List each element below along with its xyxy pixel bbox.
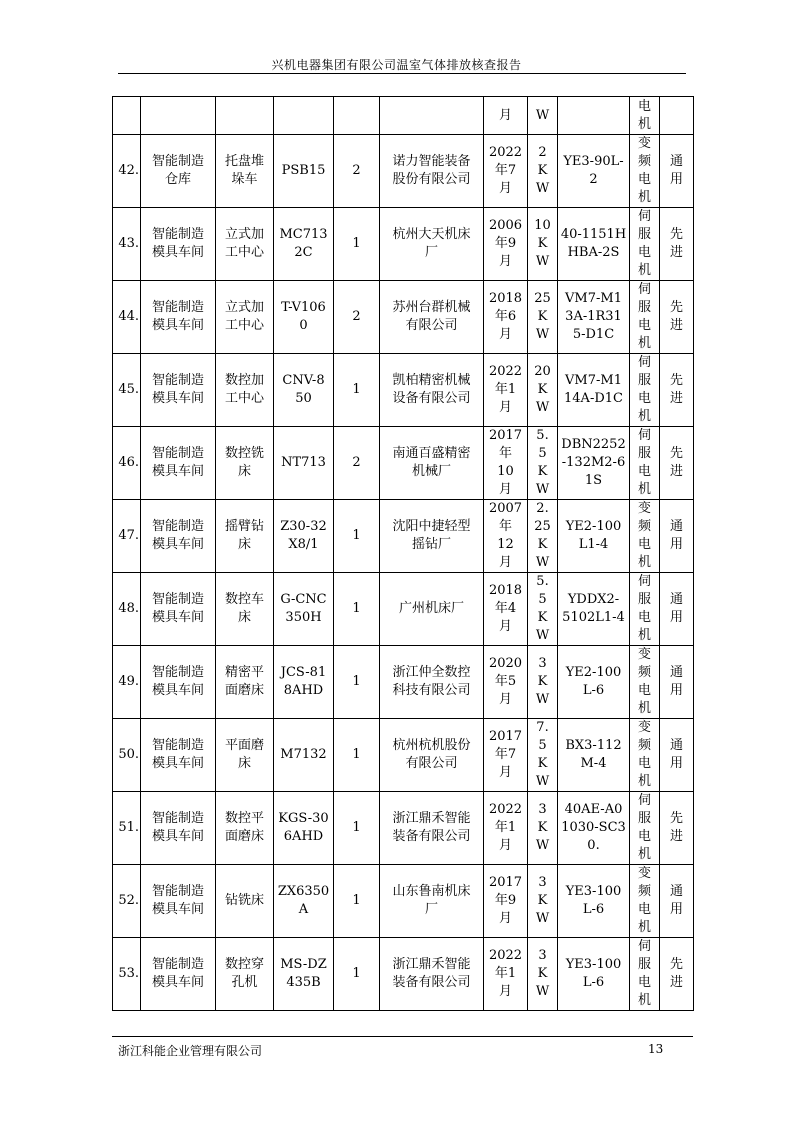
cell-motor-type: 伺 服 电 机: [630, 427, 660, 500]
cell-location: 智能制造 模具车间: [141, 208, 216, 281]
cell-power: 3 K W: [528, 646, 558, 719]
footer-company: 浙江科能企业管理有限公司: [118, 1044, 263, 1058]
cell-level: 先 进: [660, 427, 694, 500]
cell-number: 46.: [113, 427, 141, 500]
cell-equipment-name: 数控车 床: [216, 573, 274, 646]
cell-level: 先 进: [660, 938, 694, 1011]
cell-equipment-name: 钻铣床: [216, 865, 274, 938]
cell-date: 2006 年9 月: [484, 208, 528, 281]
cell-equipment-name: 数控平 面磨床: [216, 792, 274, 865]
cell-level: 先 进: [660, 792, 694, 865]
cell-manufacturer: 诺力智能装备 股份有限公司: [380, 135, 484, 208]
table-body: [113, 97, 694, 1011]
cell-power: W: [528, 97, 558, 135]
cell-number: 47.: [113, 500, 141, 573]
cell-motor-type: 电 机: [630, 97, 660, 135]
table-row: [113, 500, 694, 573]
cell-date: 2022 年7 月: [484, 135, 528, 208]
equipment-table: [112, 96, 694, 1011]
cell-quantity: 2: [334, 281, 380, 354]
cell-quantity: 1: [334, 719, 380, 792]
cell-model: G-CNC 350H: [274, 573, 334, 646]
cell-location: 智能制造 模具车间: [141, 281, 216, 354]
cell-power: 20 K W: [528, 354, 558, 427]
cell-date: 2017 年 10 月: [484, 427, 528, 500]
cell-equipment-name: 摇臂钻 床: [216, 500, 274, 573]
continued-row: [113, 97, 694, 135]
cell-level: 通 用: [660, 719, 694, 792]
cell-power: 2. 25 K W: [528, 500, 558, 573]
cell-level: 先 进: [660, 281, 694, 354]
cell-number: 43.: [113, 208, 141, 281]
cell-quantity: 1: [334, 500, 380, 573]
cell-manufacturer: 浙江鼎禾智能 装备有限公司: [380, 938, 484, 1011]
cell-empty: [113, 97, 141, 135]
table-row: [113, 865, 694, 938]
cell-empty: [380, 97, 484, 135]
table-row: [113, 281, 694, 354]
cell-motor-model: 40-1151H HBA-2S: [558, 208, 630, 281]
cell-motor-type: 变 频 电 机: [630, 500, 660, 573]
cell-quantity: 1: [334, 938, 380, 1011]
cell-power: 3 K W: [528, 865, 558, 938]
header-rule: [118, 73, 686, 74]
cell-model: MC713 2C: [274, 208, 334, 281]
cell-level: 通 用: [660, 646, 694, 719]
cell-location: 智能制造 模具车间: [141, 938, 216, 1011]
cell-location: 智能制造 模具车间: [141, 792, 216, 865]
cell-motor-model: DBN2252 -132M2-6 1S: [558, 427, 630, 500]
cell-power: 7. 5 K W: [528, 719, 558, 792]
cell-date: 2017 年9 月: [484, 865, 528, 938]
cell-model: NT713: [274, 427, 334, 500]
report-header-title: 兴机电器集团有限公司温室气体排放核查报告: [271, 58, 522, 72]
cell-empty: [660, 97, 694, 135]
cell-level: 先 进: [660, 208, 694, 281]
cell-quantity: 2: [334, 427, 380, 500]
cell-empty: [141, 97, 216, 135]
table-row: [113, 208, 694, 281]
cell-equipment-name: 立式加 工中心: [216, 208, 274, 281]
cell-quantity: 1: [334, 354, 380, 427]
cell-power: 3 K W: [528, 792, 558, 865]
cell-quantity: 1: [334, 646, 380, 719]
cell-manufacturer: 浙江鼎禾智能 装备有限公司: [380, 792, 484, 865]
cell-equipment-name: 托盘堆 垛车: [216, 135, 274, 208]
cell-power: 3 K W: [528, 938, 558, 1011]
cell-number: 44.: [113, 281, 141, 354]
cell-level: 通 用: [660, 865, 694, 938]
cell-date: 2007 年 12 月: [484, 500, 528, 573]
cell-motor-model: VM7-M1 14A-D1C: [558, 354, 630, 427]
cell-model: PSB15: [274, 135, 334, 208]
cell-motor-model: YE2-100 L-6: [558, 646, 630, 719]
cell-number: 52.: [113, 865, 141, 938]
table-row: [113, 135, 694, 208]
cell-manufacturer: 广州机床厂: [380, 573, 484, 646]
cell-motor-model: YE3-100 L-6: [558, 938, 630, 1011]
cell-level: 通 用: [660, 573, 694, 646]
cell-empty: [334, 97, 380, 135]
cell-level: 先 进: [660, 354, 694, 427]
table-row: [113, 792, 694, 865]
table-row: [113, 354, 694, 427]
cell-motor-model: YDDX2- 5102L1-4: [558, 573, 630, 646]
cell-motor-model: 40AE-A0 1030-SC3 0.: [558, 792, 630, 865]
cell-model: T-V106 0: [274, 281, 334, 354]
cell-empty: [216, 97, 274, 135]
cell-motor-model: VM7-M1 3A-1R31 5-D1C: [558, 281, 630, 354]
cell-equipment-name: 立式加 工中心: [216, 281, 274, 354]
cell-model: CNV-8 50: [274, 354, 334, 427]
cell-motor-type: 伺 服 电 机: [630, 573, 660, 646]
cell-manufacturer: 浙江仲全数控 科技有限公司: [380, 646, 484, 719]
cell-power: 25 K W: [528, 281, 558, 354]
cell-model: M7132: [274, 719, 334, 792]
table-row: [113, 573, 694, 646]
cell-model: Z30-32 X8/1: [274, 500, 334, 573]
table-row: [113, 646, 694, 719]
cell-manufacturer: 南通百盛精密 机械厂: [380, 427, 484, 500]
table-row: [113, 427, 694, 500]
cell-location: 智能制造 模具车间: [141, 500, 216, 573]
cell-manufacturer: 杭州杭机股份 有限公司: [380, 719, 484, 792]
cell-number: 51.: [113, 792, 141, 865]
cell-location: 智能制造 模具车间: [141, 354, 216, 427]
cell-model: MS-DZ 435B: [274, 938, 334, 1011]
table-row: [113, 719, 694, 792]
footer-rule: [112, 1036, 693, 1037]
cell-motor-type: 变 频 电 机: [630, 135, 660, 208]
cell-date: 月: [484, 97, 528, 135]
cell-date: 2022 年1 月: [484, 354, 528, 427]
cell-quantity: 1: [334, 865, 380, 938]
table-row: [113, 938, 694, 1011]
cell-location: 智能制造 模具车间: [141, 719, 216, 792]
cell-model: KGS-30 6AHD: [274, 792, 334, 865]
cell-date: 2022 年1 月: [484, 792, 528, 865]
cell-location: 智能制造 模具车间: [141, 427, 216, 500]
cell-model: JCS-81 8AHD: [274, 646, 334, 719]
cell-motor-model: YE3-100 L-6: [558, 865, 630, 938]
cell-power: 2 K W: [528, 135, 558, 208]
cell-manufacturer: 苏州台群机械 有限公司: [380, 281, 484, 354]
cell-date: 2017 年7 月: [484, 719, 528, 792]
cell-motor-model: BX3-112 M-4: [558, 719, 630, 792]
cell-manufacturer: 山东鲁南机床 厂: [380, 865, 484, 938]
cell-number: 49.: [113, 646, 141, 719]
cell-manufacturer: 沈阳中捷轻型 摇钻厂: [380, 500, 484, 573]
cell-number: 50.: [113, 719, 141, 792]
cell-motor-model: YE3-90L- 2: [558, 135, 630, 208]
cell-power: 5. 5 K W: [528, 573, 558, 646]
cell-motor-type: 伺 服 电 机: [630, 792, 660, 865]
cell-level: 通 用: [660, 135, 694, 208]
cell-empty: [274, 97, 334, 135]
cell-motor-type: 伺 服 电 机: [630, 281, 660, 354]
cell-date: 2018 年6 月: [484, 281, 528, 354]
cell-power: 10 K W: [528, 208, 558, 281]
cell-quantity: 1: [334, 573, 380, 646]
cell-manufacturer: 杭州大天机床 厂: [380, 208, 484, 281]
cell-equipment-name: 精密平 面磨床: [216, 646, 274, 719]
cell-power: 5. 5 K W: [528, 427, 558, 500]
cell-date: 2022 年1 月: [484, 938, 528, 1011]
cell-date: 2020 年5 月: [484, 646, 528, 719]
cell-motor-type: 伺 服 电 机: [630, 938, 660, 1011]
cell-number: 53.: [113, 938, 141, 1011]
cell-location: 智能制造 模具车间: [141, 646, 216, 719]
cell-motor-type: 变 频 电 机: [630, 719, 660, 792]
cell-equipment-name: 平面磨 床: [216, 719, 274, 792]
cell-motor-type: 伺 服 电 机: [630, 208, 660, 281]
cell-quantity: 1: [334, 208, 380, 281]
cell-motor-type: 变 频 电 机: [630, 865, 660, 938]
cell-date: 2018 年4 月: [484, 573, 528, 646]
cell-manufacturer: 凯柏精密机械 设备有限公司: [380, 354, 484, 427]
cell-model: ZX6350 A: [274, 865, 334, 938]
cell-number: 45.: [113, 354, 141, 427]
cell-location: 智能制造 仓库: [141, 135, 216, 208]
cell-empty: [558, 97, 630, 135]
cell-equipment-name: 数控加 工中心: [216, 354, 274, 427]
cell-motor-type: 变 频 电 机: [630, 646, 660, 719]
cell-location: 智能制造 模具车间: [141, 865, 216, 938]
cell-number: 42.: [113, 135, 141, 208]
page-number: 13: [648, 1042, 664, 1056]
cell-number: 48.: [113, 573, 141, 646]
cell-motor-model: YE2-100 L1-4: [558, 500, 630, 573]
cell-equipment-name: 数控穿 孔机: [216, 938, 274, 1011]
cell-location: 智能制造 模具车间: [141, 573, 216, 646]
cell-quantity: 1: [334, 792, 380, 865]
cell-motor-type: 伺 服 电 机: [630, 354, 660, 427]
cell-level: 通 用: [660, 500, 694, 573]
cell-equipment-name: 数控铣 床: [216, 427, 274, 500]
cell-quantity: 2: [334, 135, 380, 208]
